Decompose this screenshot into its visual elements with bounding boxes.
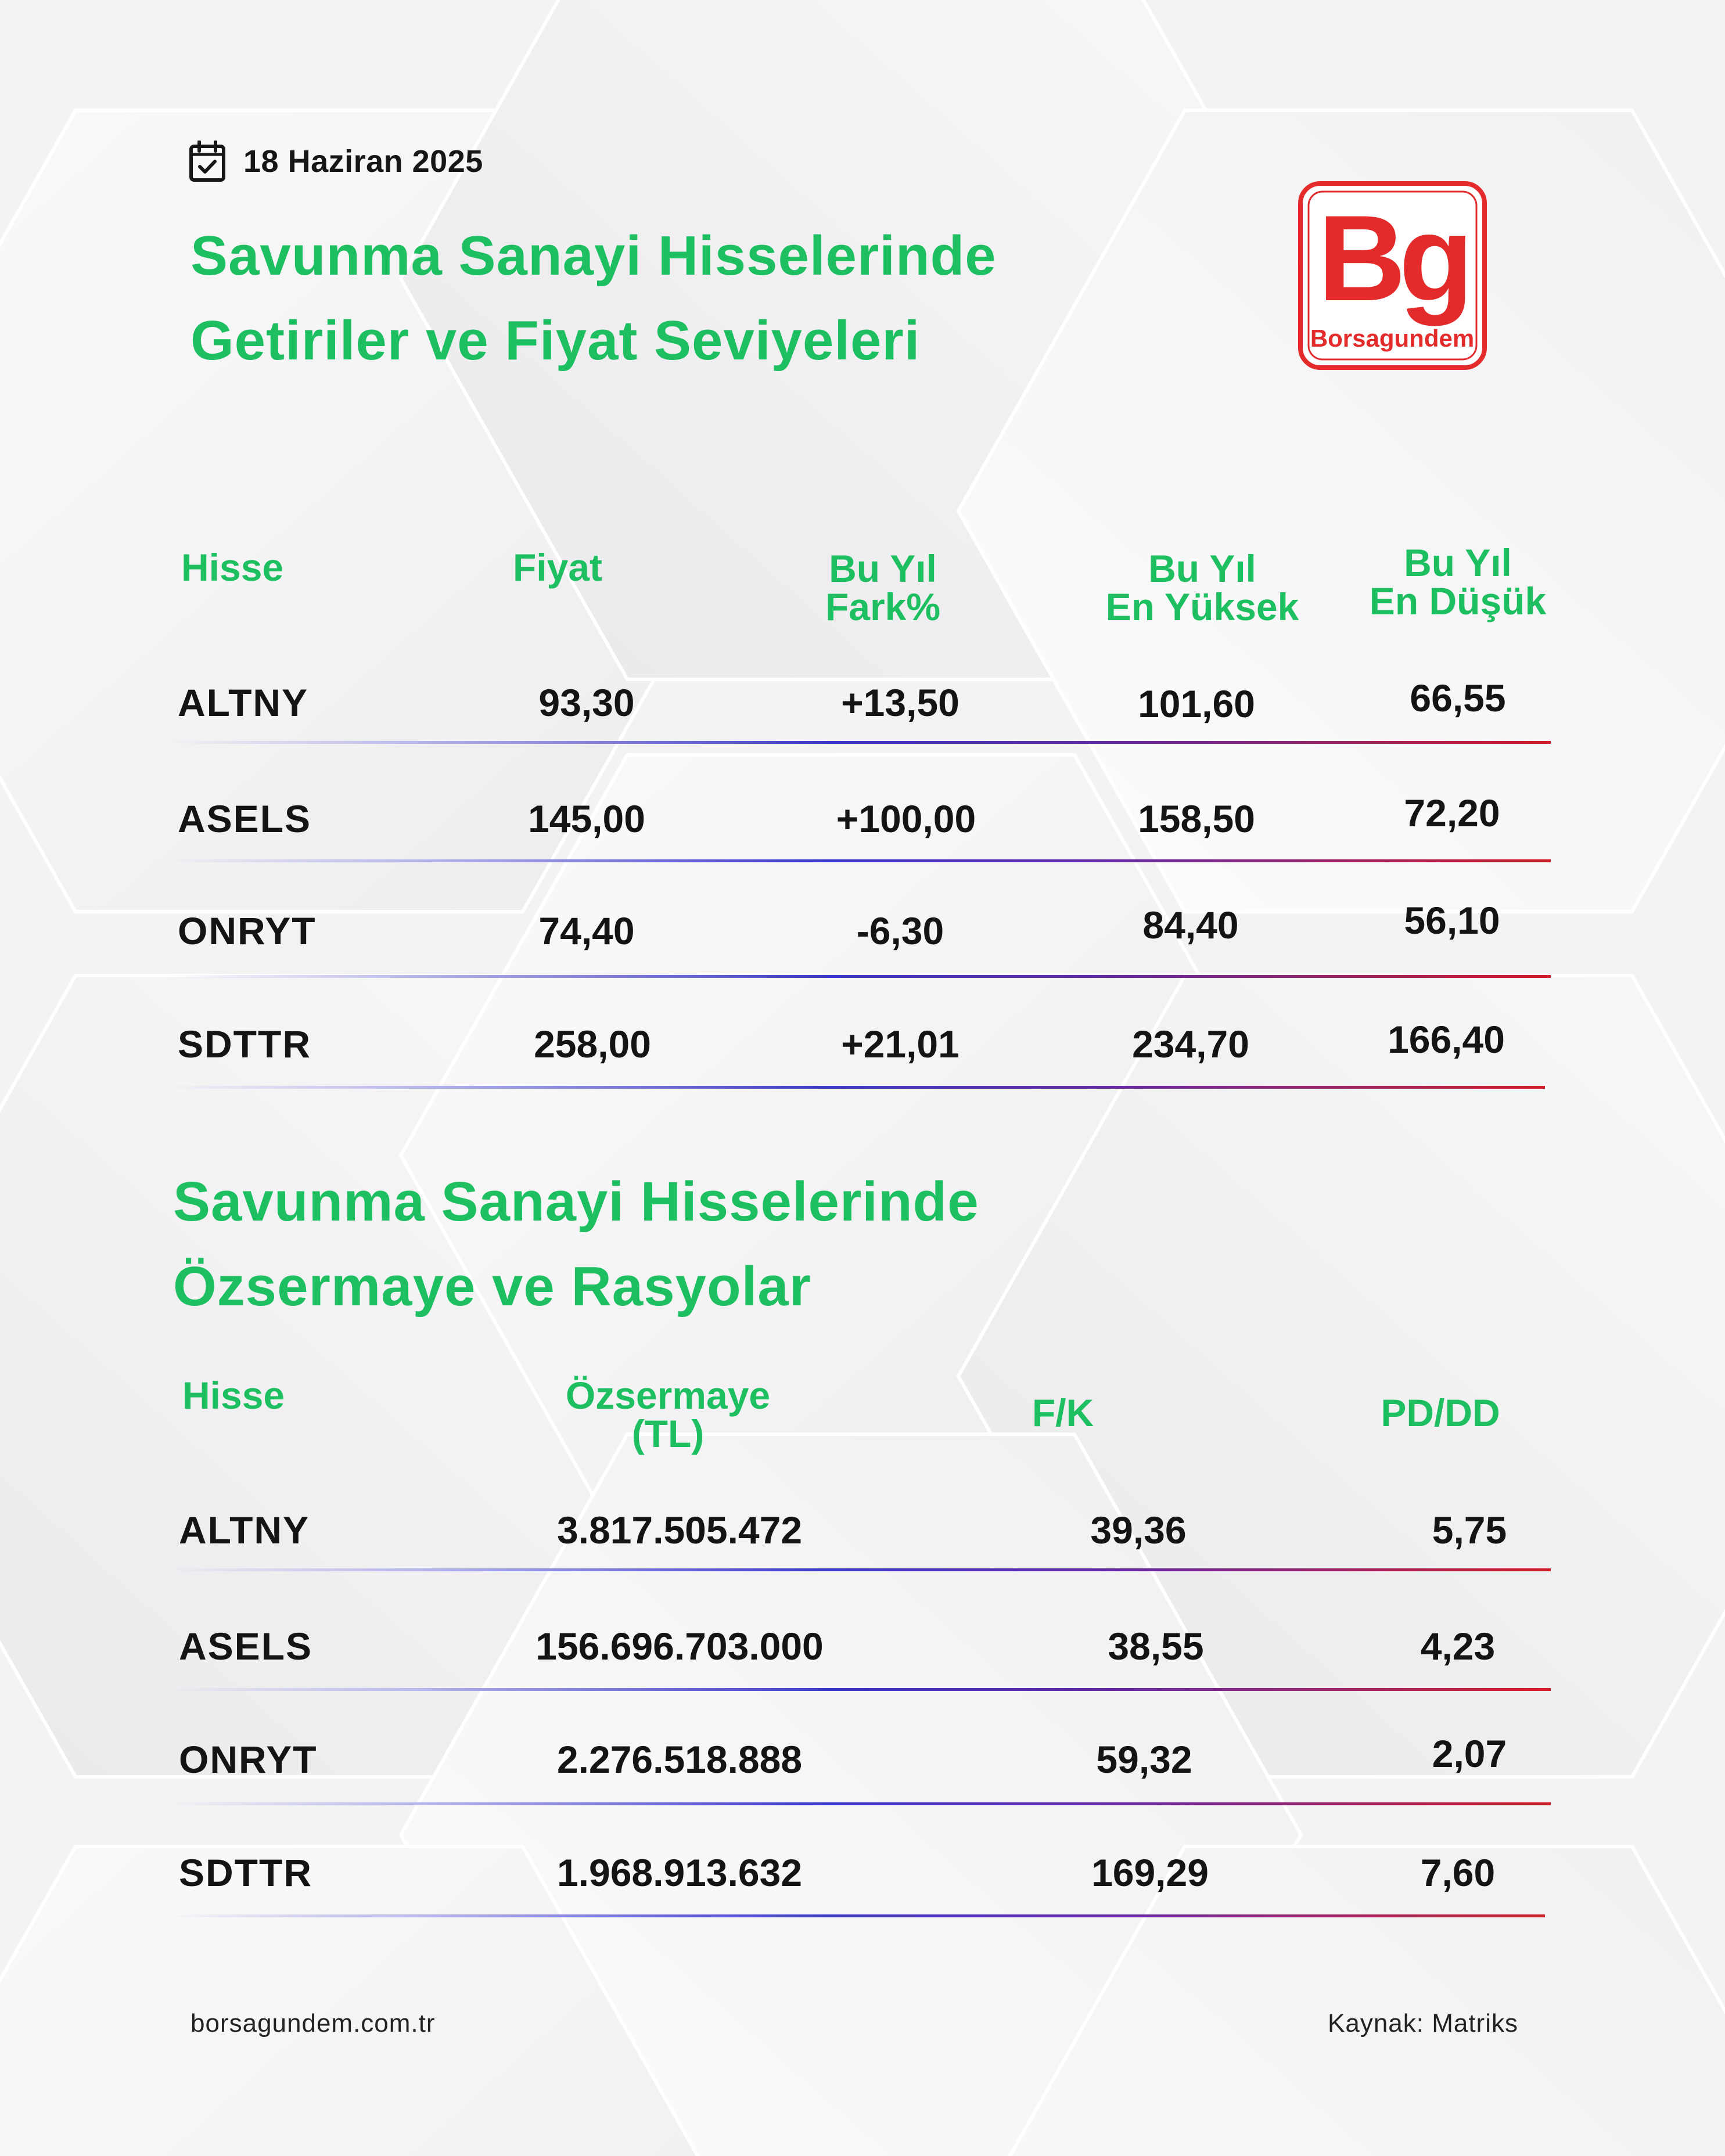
section2-title-line2: Özsermaye ve Rasyolar: [173, 1255, 812, 1318]
s2-table-row: [168, 1507, 1551, 1617]
s1-row-divider: [168, 741, 1551, 744]
section1-title: [191, 214, 997, 383]
s1-cell-fiyat: 258,00: [534, 1023, 651, 1066]
calendar-check-icon: [189, 141, 226, 182]
s1-header-hisse: Hisse: [181, 546, 284, 589]
s2-cell-ozsermaye: 3.817.505.472: [556, 1509, 803, 1552]
s2-header-ozsermaye: [523, 1376, 813, 1453]
date-row: [189, 138, 483, 185]
s2-cell-hisse: SDTTR: [179, 1851, 312, 1894]
footer-website: borsagundem.com.tr: [191, 2009, 436, 2038]
s1-cell-hisse: SDTTR: [178, 1023, 311, 1066]
s2-row-divider: [168, 1568, 1551, 1571]
logo-name-text: Borsagundem: [1310, 325, 1475, 352]
logo-mark-text: Bg: [1318, 190, 1467, 326]
s1-cell-yuksek: 101,60: [1138, 682, 1255, 725]
s1-table-row: [168, 899, 1551, 1018]
s2-cell-ozsermaye: 1.968.913.632: [556, 1851, 803, 1894]
s1-cell-hisse: ASELS: [178, 797, 312, 840]
s2-cell-hisse: ASELS: [179, 1625, 313, 1668]
s1-table-row: [168, 791, 1551, 906]
s2-header-ozsermaye-line1: Özsermaye: [565, 1374, 771, 1417]
s1-cell-fark: +100,00: [836, 797, 976, 840]
s1-cell-fark: +21,01: [841, 1023, 959, 1066]
s2-row-divider: [168, 1688, 1551, 1691]
s2-cell-hisse: ALTNY: [179, 1509, 310, 1552]
s1-cell-hisse: ALTNY: [178, 681, 309, 724]
section1-title-line1: Savunma Sanayi Hisselerinde: [191, 225, 997, 287]
s2-header-hisse: Hisse: [182, 1374, 285, 1417]
date-text: 18 Haziran 2025: [243, 144, 483, 179]
s1-cell-yuksek: 234,70: [1132, 1023, 1249, 1066]
s1-header-dusuk-line2: En Düşük: [1369, 580, 1547, 622]
s1-cell-fiyat: 145,00: [528, 797, 645, 840]
s1-cell-dusuk: 72,20: [1404, 791, 1500, 834]
s1-cell-dusuk: 166,40: [1388, 1018, 1505, 1061]
s1-header-yuksek: [1086, 549, 1318, 626]
section2-title: [173, 1160, 979, 1329]
s1-cell-fiyat: 93,30: [538, 681, 635, 724]
s2-cell-pddd: 5,75: [1432, 1509, 1507, 1552]
s1-header-dusuk: [1353, 541, 1562, 622]
s1-row-divider: [168, 975, 1551, 978]
s2-table-row: [168, 1849, 1551, 1960]
s2-row-divider: [168, 1914, 1545, 1917]
s2-cell-pddd: 7,60: [1420, 1851, 1496, 1894]
section1-title-line2: Getiriler ve Fiyat Seviyeleri: [191, 309, 921, 372]
s1-row-divider: [168, 859, 1551, 862]
s2-header-ozsermaye-line2: (TL): [631, 1412, 705, 1455]
s1-cell-yuksek: 158,50: [1138, 797, 1255, 840]
s2-cell-pddd: 4,23: [1420, 1625, 1496, 1668]
s1-header-fark: [802, 549, 964, 626]
s1-header-yuksek-line2: En Yüksek: [1105, 585, 1299, 628]
section2-title-line1: Savunma Sanayi Hisselerinde: [173, 1171, 979, 1233]
s1-header-dusuk-line1: Bu Yıl: [1404, 541, 1512, 584]
s2-cell-fk: 169,29: [1091, 1851, 1209, 1894]
s2-header-fk: F/K: [1032, 1391, 1094, 1434]
s2-cell-ozsermaye: 156.696.703.000: [536, 1625, 824, 1668]
s2-cell-fk: 59,32: [1096, 1738, 1192, 1781]
s2-cell-fk: 38,55: [1108, 1625, 1204, 1668]
s1-header-fark-line2: Fark%: [825, 585, 941, 628]
s1-header-yuksek-line1: Bu Yıl: [1148, 547, 1256, 590]
s1-cell-fark: +13,50: [841, 681, 959, 724]
s2-header-pddd: PD/DD: [1381, 1391, 1500, 1434]
s1-cell-fiyat: 74,40: [538, 909, 635, 952]
s1-cell-fark: -6,30: [856, 909, 944, 952]
s1-header-fark-line1: Bu Yıl: [829, 547, 937, 590]
s2-table-row: [168, 1732, 1551, 1847]
s2-cell-hisse: ONRYT: [179, 1738, 318, 1781]
s1-cell-hisse: ONRYT: [178, 909, 317, 952]
s2-table-row: [168, 1623, 1551, 1733]
s2-cell-pddd: 2,07: [1432, 1732, 1507, 1775]
s1-row-divider: [168, 1086, 1545, 1089]
s2-cell-fk: 39,36: [1090, 1509, 1187, 1552]
s1-cell-dusuk: 56,10: [1404, 899, 1500, 942]
s1-table-row: [168, 1018, 1551, 1131]
s1-table-row: [168, 676, 1551, 790]
s1-cell-dusuk: 66,55: [1410, 676, 1506, 719]
s1-header-fiyat: Fiyat: [512, 546, 603, 589]
footer-source: Kaynak: Matriks: [1328, 2009, 1518, 2038]
s2-cell-ozsermaye: 2.276.518.888: [556, 1738, 803, 1781]
s1-cell-yuksek: 84,40: [1142, 904, 1239, 946]
s2-row-divider: [168, 1802, 1551, 1805]
borsagundem-logo: [1298, 181, 1487, 370]
